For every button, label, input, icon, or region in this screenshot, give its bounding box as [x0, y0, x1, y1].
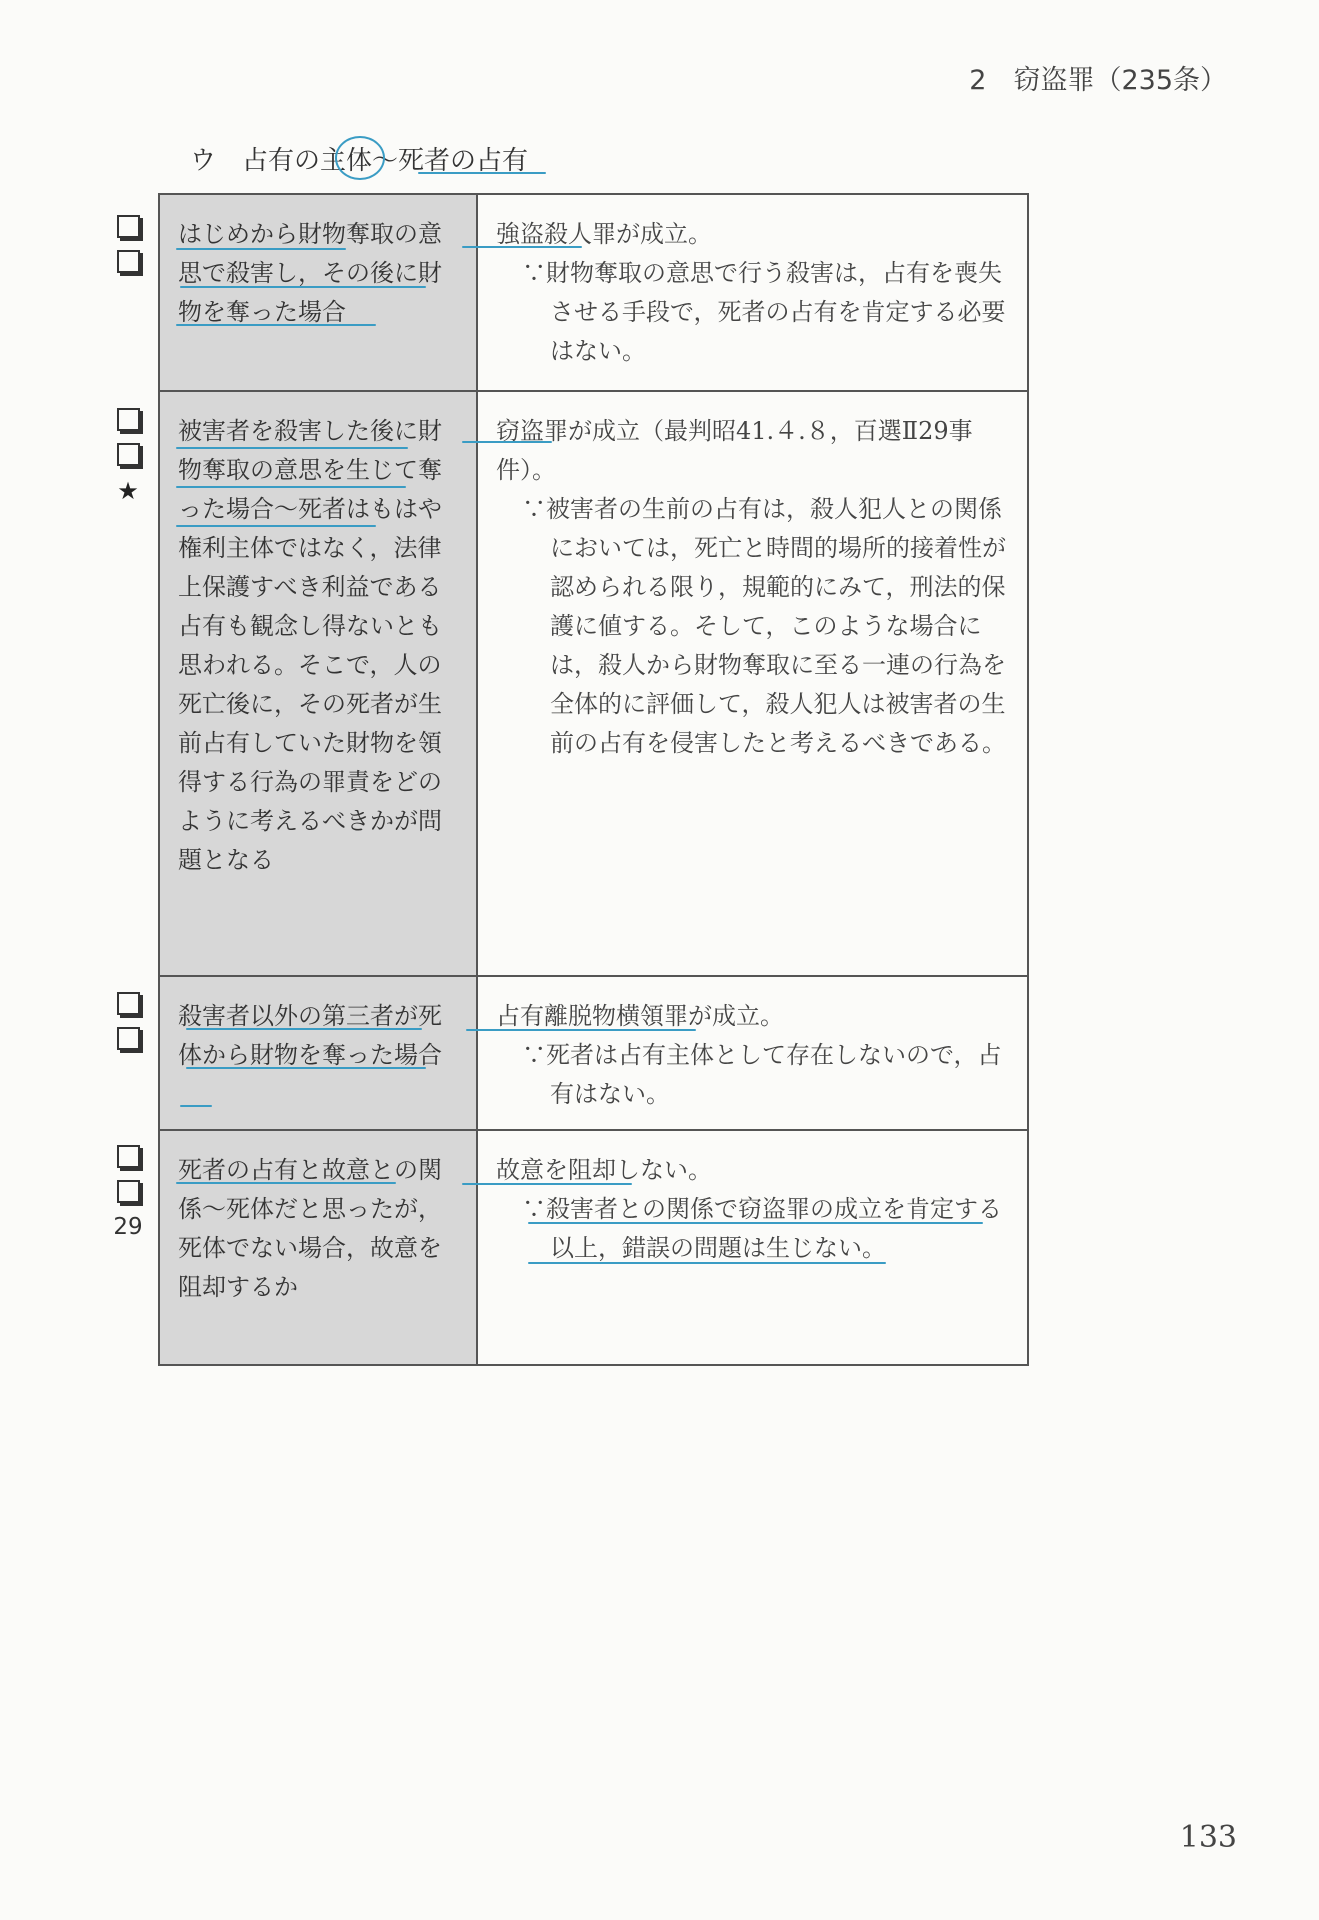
- conclusion-text: 占有離脱物横領罪が成立。: [496, 1002, 784, 1030]
- reason-text: ∵財物奪取の意思で行う殺害は，占有を喪失させる手段で，死者の占有を肯定する必要はない。: [522, 259, 1006, 365]
- checkbox[interactable]: [117, 250, 140, 273]
- pen-underline: [176, 248, 346, 250]
- checkbox[interactable]: [117, 408, 140, 431]
- row-3-marks: [113, 992, 143, 1062]
- section-title: ウ 占有の主体～死者の占有: [190, 146, 529, 176]
- pen-underline: [418, 172, 546, 174]
- issue-cell: 死者の占有と故意との関係～死体だと思ったが，死体でない場合，故意を阻却するか: [159, 1130, 477, 1365]
- row-4-marks: [113, 1145, 143, 1239]
- pen-underline: [176, 525, 376, 527]
- case-table: [158, 193, 1029, 1366]
- row-1-marks: [113, 215, 143, 285]
- pen-underline: [528, 1262, 886, 1264]
- pen-underline: [462, 246, 582, 248]
- running-head: 2 窃盗罪（235条）: [969, 65, 1227, 96]
- pen-underline: [176, 1182, 396, 1184]
- pen-underline: [176, 324, 376, 326]
- checkbox[interactable]: [117, 1027, 140, 1050]
- pen-underline: [462, 441, 552, 443]
- page-number: 133: [1179, 1820, 1237, 1855]
- pen-circle-annotation: [335, 136, 385, 180]
- pen-underline: [176, 447, 408, 449]
- checkbox[interactable]: [117, 215, 140, 238]
- pen-underline: [186, 1067, 426, 1069]
- pen-underline: [180, 1105, 212, 1107]
- conclusion-text: 故意を阻却しない。: [496, 1156, 712, 1184]
- conclusion-text: 強盗殺人罪が成立。: [496, 220, 712, 248]
- reference-number: 29: [113, 1214, 143, 1240]
- table-row: [159, 194, 1028, 391]
- pen-underline: [180, 286, 426, 288]
- conclusion-text: 窃盗罪が成立（最判昭41.４.８，百選Ⅱ29事件）。: [496, 417, 973, 484]
- table-row: [159, 1130, 1028, 1365]
- pen-underline: [466, 1029, 696, 1031]
- reason-text: ∵被害者の生前の占有は，殺人犯人との関係においては，死亡と時間的場所的接着性が認められる限り，規範的にみて，刑法的保護に値する。そして，このような場合には，殺人から財物奪取に至る一連の行為を全体的に評価して，殺人犯人は被害者の生前の占有を侵害したと考えるべきである。: [522, 495, 1006, 757]
- pen-underline: [186, 1028, 422, 1030]
- checkbox[interactable]: [117, 992, 140, 1015]
- checkbox[interactable]: [117, 1180, 140, 1203]
- table-row: [159, 391, 1028, 976]
- row-2-marks: [113, 408, 143, 504]
- issue-cell: 被害者を殺害した後に財物奪取の意思を生じて奪った場合～死者はもはや権利主体ではなく，法律上保護すべき利益である占有も観念し得ないとも思われる。そこで，人の死亡後に，その死者が生前占有していた財物を領得する行為の罪責をどのように考えるべきかが問題となる: [159, 391, 477, 976]
- pen-underline: [176, 486, 406, 488]
- ruling-cell: [477, 1130, 1028, 1365]
- ruling-cell: [477, 976, 1028, 1130]
- reason-text: ∵殺害者との関係で窃盗罪の成立を肯定する以上，錯誤の問題は生じない。: [522, 1195, 1002, 1262]
- reason-text: ∵死者は占有主体として存在しないので，占有はない。: [522, 1041, 1002, 1108]
- issue-cell: はじめから財物奪取の意思で殺害し，その後に財物を奪った場合: [159, 194, 477, 391]
- ruling-cell: [477, 194, 1028, 391]
- checkbox[interactable]: [117, 1145, 140, 1168]
- table-row: [159, 976, 1028, 1130]
- pen-underline: [462, 1183, 632, 1185]
- ruling-cell: [477, 391, 1028, 976]
- star-icon: ★: [117, 477, 139, 505]
- pen-underline: [528, 1222, 983, 1224]
- checkbox[interactable]: [117, 443, 140, 466]
- issue-cell: 殺害者以外の第三者が死体から財物を奪った場合: [159, 976, 477, 1130]
